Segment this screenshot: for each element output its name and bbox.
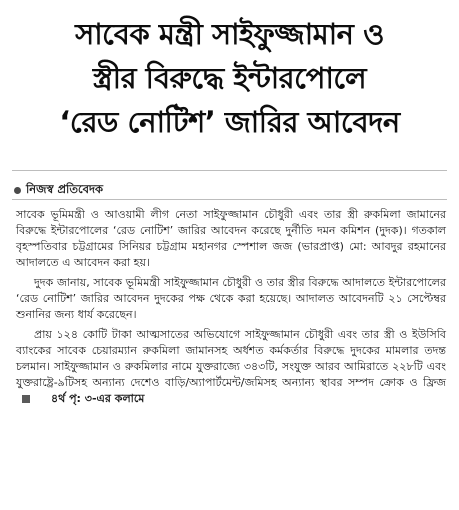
paragraph-1: সাবেক ভূমিমন্ত্রী ও আওয়ামী লীগ নেতা সাইফুজ্জামান চৌধুরী এবং তার স্ত্রী রুকমিলা জামানের বিরুদ্ধে ইন্টারপোলের ‘রেড নোটিশ’ জারির আবেদন করেছে দুর্নীতি দমন কমিশন (দুদক)। গতকাল বৃহস্পতিবার চট্টগ্রামের সিনিয়র চট্টগ্রাম মহানগর স্পেশাল জজ (ভারপ্রাপ্ত) মো: আবদুর রহমানের আদালতে এ আবেদন করা হয়। xyxy=(16,208,446,269)
paragraph-3-text: প্রায় ১২৪ কোটি টাকা আত্মসাতের অভিযোগে সাইফুজ্জামান চৌধুরী এবং তার স্ত্রী ও ইউসিবি ব্যাংকের সাবেক চেয়ারম্যান রুকমিলা জামানসহ অর্ধশত কর্মকর্তার বিরুদ্ধে দুদকের মামলার তদন্ত চলমান। সাইফুজ্জামান ও রুকমিলার নামে যুক্তরাজ্যে ৩৪৩টি, সংযুক্ত আরব আমিরাতে ২২৮টি এবং যুক্তরাষ্ট্রে-৯টিসহ অন্যান্য দেশেও বাড়ি/অ্যাপার্টমেন্ট/জমিসহ অন্যান্য স্থাবর সম্পদ ক্রোক ও ফ্রিজ xyxy=(16,328,446,389)
continuation-reference[interactable] xyxy=(22,391,144,407)
continuation-text: ৪র্থ পৃ: ৩-এর কলামে xyxy=(51,392,145,405)
paragraph-3 xyxy=(16,327,446,408)
square-marker-icon xyxy=(22,395,30,403)
paragraph-2: দুদক জানায়, সাবেক ভূমিমন্ত্রী সাইফুজ্জামান চৌধুরী ও তার স্ত্রীর বিরুদ্ধে আদালতে ইন্টারপোলের ‘রেড নোটিশ’ জারির আবেদন দুদকের পক্ষ থেকে করা হয়েছে। আদালত আবেদনটি ২১ সেপ্টেম্বর শুনানির জন্য ধার্য করেছেন। xyxy=(16,276,446,321)
byline xyxy=(14,181,103,200)
headline-line-3: ‘রেড নোটিশ’ জারির আবেদন xyxy=(59,105,400,139)
headline xyxy=(0,12,459,144)
headline-line-1: সাবেক মন্ত্রী সাইফুজ্জামান ও xyxy=(75,17,384,51)
bullet-icon xyxy=(14,187,21,194)
divider-byline xyxy=(12,199,447,200)
headline-line-2: স্ত্রীর বিরুদ্ধে ইন্টারপোলে xyxy=(92,61,367,95)
byline-text: নিজস্ব প্রতিবেদক xyxy=(26,182,104,196)
divider-top xyxy=(12,170,447,171)
article-body xyxy=(16,207,446,412)
